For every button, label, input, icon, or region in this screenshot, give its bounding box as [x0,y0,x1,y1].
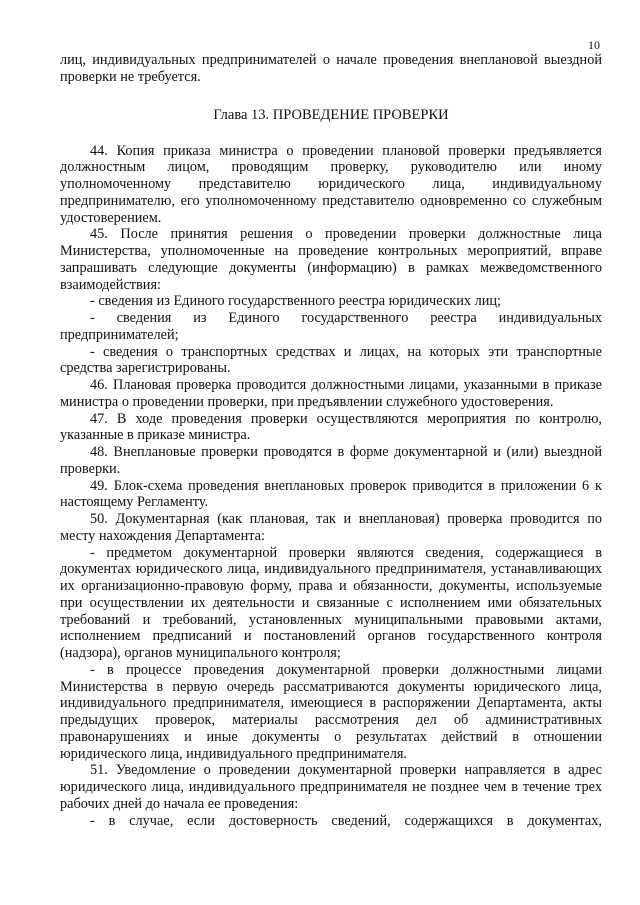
continued-paragraph: лиц, индивидуальных предпринимателей о начале проведения внеплановой выездной проверки не требуется. [60,52,602,85]
paragraph-46: 46. Плановая проверка проводится должностными лицами, указанными в приказе министра о проведении проверки, при предъявлении служебного удостоверения. [60,377,602,410]
list-item-vehicles: - сведения о транспортных средствах и лицах, на которых эти транспортные средства зарегистрированы. [60,343,602,377]
paragraph-49: 49. Блок-схема проведения внеплановых проверок приводится в приложении 6 к настоящему Регламенту. [60,477,602,511]
paragraph-45: 45. После принятия решения о проведении проверки должностные лица Министерства, уполномоченные на проведение контрольных мероприятий, вправе запрашивать следующие документы (информацию) в рамках межведомственного взаимодействия: [60,226,602,293]
list-item-reliability-case: - в случае, если достоверность сведений, содержащихся в документах, [90,812,602,829]
list-item-entrepreneurs-register: - сведения из Единого государственного реестра индивидуальных предпринимателей; [60,310,602,343]
paragraph-50: 50. Документарная (как плановая, так и внеплановая) проверка проводится по месту нахождения Департамента: [60,511,602,544]
paragraph-48: 48. Внеплановые проверки проводятся в форме документарной и (или) выездной проверки. [60,444,602,477]
paragraph-44: 44. Копия приказа министра о проведении плановой проверки предъявляется должностным лицом, проводящим проверку, руководителю или иному уполномоченному представителю юридического лица, индивидуальному предпринимателю, его уполномоченному представителю одновременно со служебным удостоверением. [60,142,602,226]
page-number: 10 [588,38,600,52]
list-item-inspection-process: - в процессе проведения документарной проверки должностными лицами Министерства в первую очередь рассматриваются документы юридического лица, индивидуального предпринимателя, имеющиеся в распоряжении Департамента, акты предыдущих проверок, материалы рассмотрения дел об административных правонарушениях и иные документы о результатах действий в отношении юридического лица, индивидуального предпринимателя. [60,661,602,762]
paragraph-51: 51. Уведомление о проведении документарной проверки направляется в адрес юридического лица, индивидуального предпринимателя не позднее чем в течение трех рабочих дней до начала ее проведения: [60,762,602,812]
list-item-subject-of-inspection: - предметом документарной проверки являются сведения, содержащиеся в документах юридического лица, индивидуального предпринимателя, устанавливающих их организационно-правовую форму, права и обязанности, документы, используемые при осуществлении их деятельности и связанные с исполнением ими обязательных требований и требований, установленных муниципальными правовыми актами, исполнением предписаний и постановлений органов государственного контроля (надзора), органов муниципального контроля; [60,544,602,661]
document-body [60,52,602,829]
list-item-legal-entities-register: - сведения из Единого государственного реестра юридических лиц; [90,293,502,310]
chapter-title: Глава 13. ПРОВЕДЕНИЕ ПРОВЕРКИ [213,106,449,123]
paragraph-47: 47. В ходе проведения проверки осуществляются мероприятия по контролю, указанные в приказе министра. [60,410,602,444]
